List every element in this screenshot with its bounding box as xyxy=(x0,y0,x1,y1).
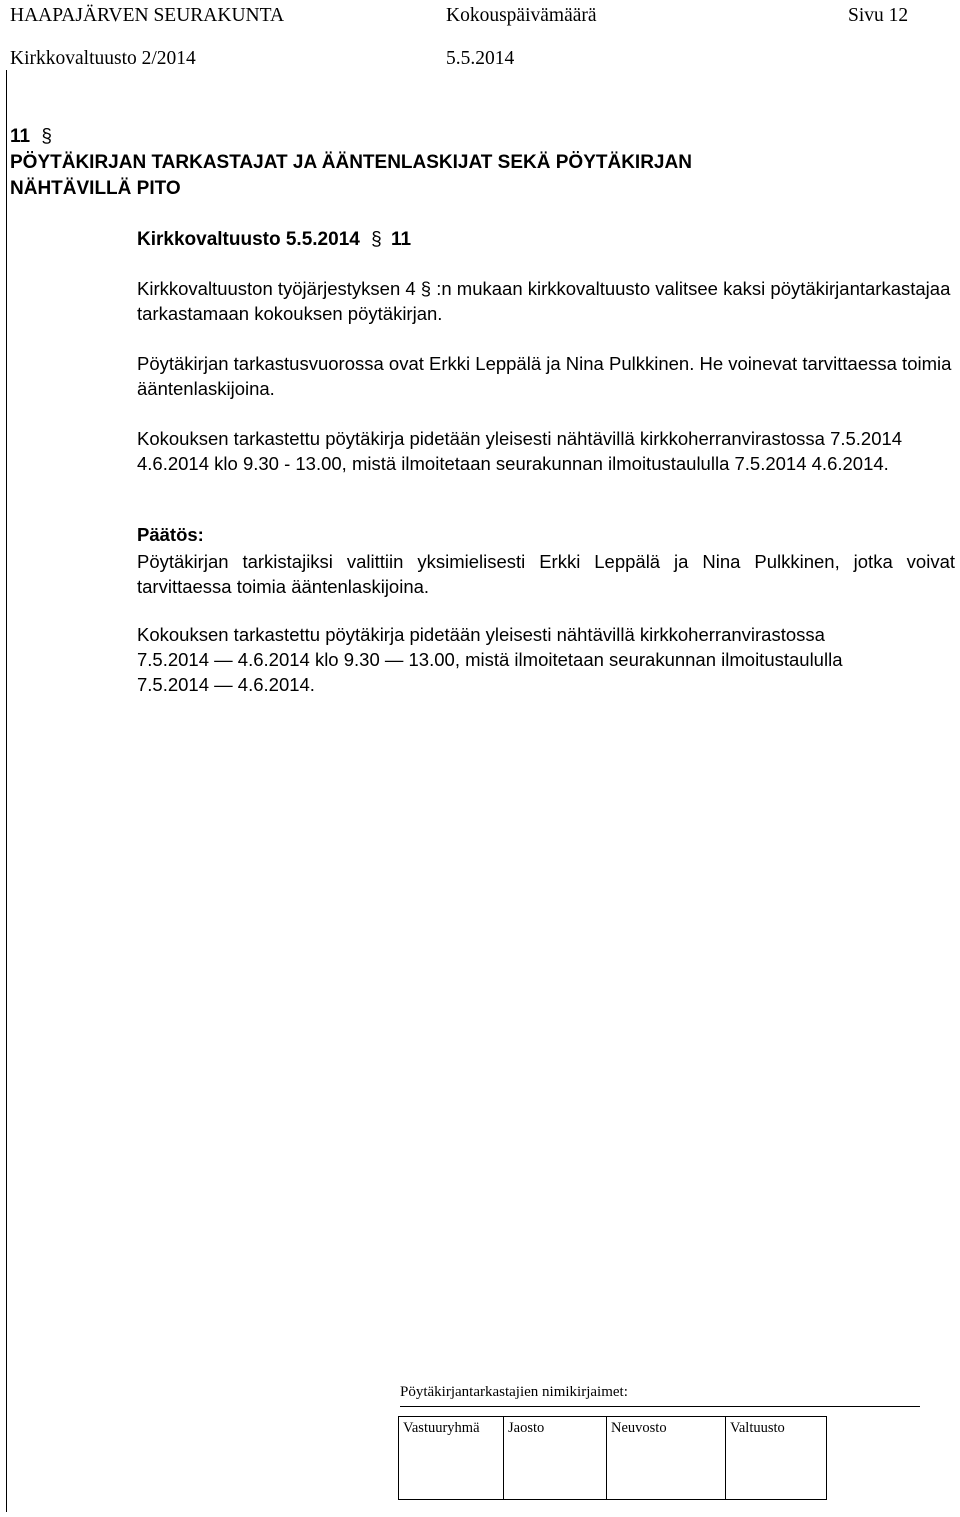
meeting-date-label: Kokouspäivämäärä xyxy=(446,5,597,26)
approval-cell-jaosto: Jaosto xyxy=(504,1417,607,1500)
approval-table xyxy=(398,1416,827,1500)
section-number: 11 § xyxy=(10,126,52,147)
section-reference: Kirkkovaltuusto 5.5.2014 § 11 xyxy=(137,229,412,250)
paragraph-examiners: Pöytäkirjan tarkastusvuorossa ovat Erkki Leppälä ja Nina Pulkkinen. He voinevat tarvittaessa toimia ääntenlaskijoina. xyxy=(137,353,952,399)
approval-cell-neuvosto: Neuvosto xyxy=(607,1417,726,1500)
meeting-date: 5.5.2014 xyxy=(446,48,515,69)
decision-text: Pöytäkirjan tarkistajiksi valittiin yksimielisesti Erkki Leppälä ja Nina Pulkkinen, jotka voivat tarvittaessa toimia ääntenlaskijoina. xyxy=(137,551,955,597)
section-symbol: § xyxy=(41,126,52,147)
meeting-name: Kirkkovaltuusto 2/2014 xyxy=(10,48,196,69)
section-title-line-1: PÖYTÄKIRJAN TARKASTAJAT JA ÄÄNTENLASKIJAT SEKÄ PÖYTÄKIRJAN xyxy=(10,152,692,173)
approval-cell-vastuuryhma: Vastuuryhmä xyxy=(399,1417,504,1500)
paragraph-display-final-line-3: 7.5.2014 — 4.6.2014. xyxy=(137,674,315,695)
page-number: Sivu 12 xyxy=(848,5,909,26)
approval-cell-valtuusto: Valtuusto xyxy=(726,1417,827,1500)
paragraph-rules: Kirkkovaltuuston työjärjestyksen 4 § :n mukaan kirkkovaltuusto valitsee kaksi pöytäkirjantarkastajaa tarkastamaan kokouksen pöytäkirjan. xyxy=(137,278,951,324)
paragraph-display: Kokouksen tarkastettu pöytäkirja pidetään yleisesti nähtävillä kirkkoherranvirastossa 7.5.2014 4.6.2014 klo 9.30 - 13.00, mistä ilmoitetaan seurakunnan ilmoitustaululla 7.5.2014 4.6.2014. xyxy=(137,428,903,474)
left-margin-rule xyxy=(6,70,7,1512)
paragraph-display-final-line-2: 7.5.2014 — 4.6.2014 klo 9.30 — 13.00, mistä ilmoitetaan seurakunnan ilmoitustaululla xyxy=(137,649,843,670)
decision-label: Päätös: xyxy=(137,524,204,545)
section-title-line-2: NÄHTÄVILLÄ PITO xyxy=(10,178,181,199)
paragraph-display-final-line-1: Kokouksen tarkastettu pöytäkirja pidetään yleisesti nähtävillä kirkkoherranvirastossa xyxy=(137,624,825,645)
signature-label: Pöytäkirjantarkastajien nimikirjaimet: xyxy=(400,1384,628,1400)
organization-name: HAAPAJÄRVEN SEURAKUNTA xyxy=(10,5,285,26)
signature-line xyxy=(400,1406,920,1407)
